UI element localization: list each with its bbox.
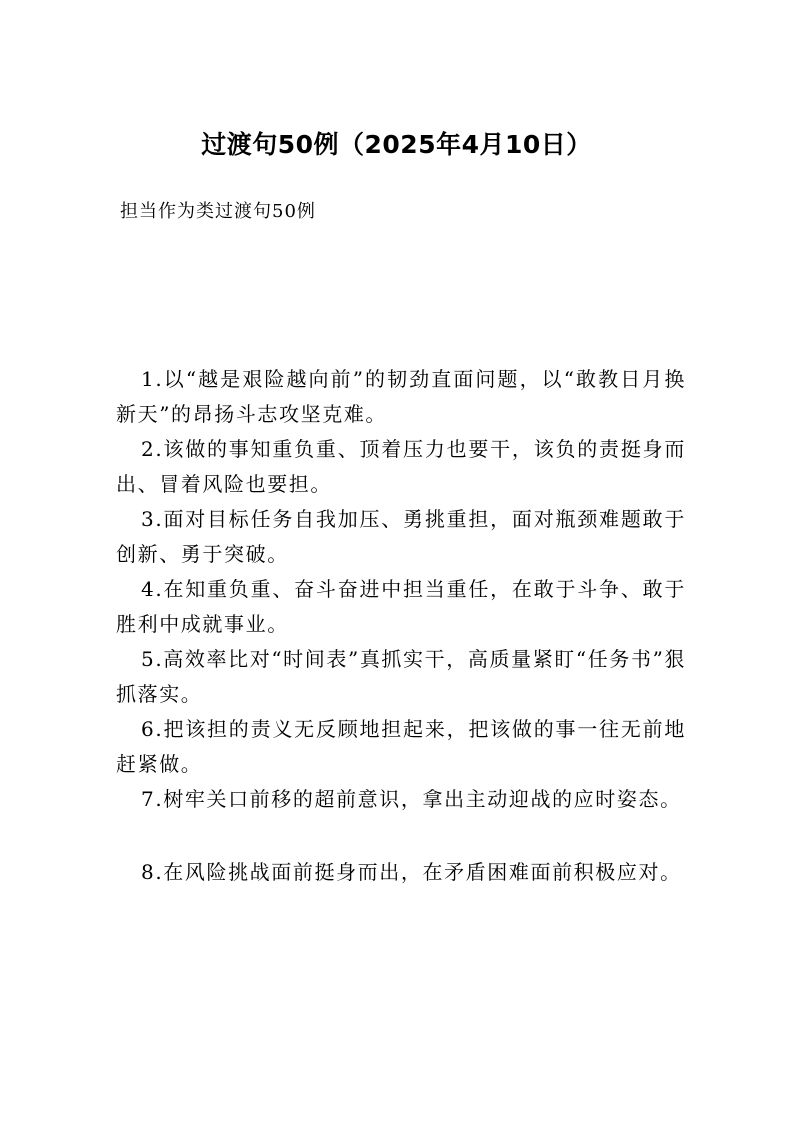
sentence-item-3: 3.面对目标任务自我加压、勇挑重担，面对瓶颈难题敢于创新、勇于突破。	[116, 507, 686, 566]
sentence-item-6: 6.把该担的责义无反顾地担起来，把该做的事一往无前地赶紧做。	[116, 717, 686, 776]
sentence-item-5: 5.高效率比对“时间表”真抓实干，高质量紧盯“任务书”狠抓落实。	[116, 647, 686, 706]
document-subtitle: 担当作为类过渡句50例	[120, 201, 316, 222]
sentence-item-7: 7.树牢关口前移的超前意识，拿出主动迎战的应时姿态。	[141, 787, 682, 811]
document-title: 过渡句50例（2025年4月10日）	[201, 130, 592, 159]
sentence-item-1: 1.以“越是艰险越向前”的韧劲直面问题，以“敢教日月换新天”的昂扬斗志攻坚克难。	[116, 367, 686, 426]
sentence-item-4: 4.在知重负重、奋斗奋进中担当重任，在敢于斗争、敢于胜利中成就事业。	[116, 577, 686, 636]
sentence-item-8: 8.在风险挑战面前挺身而出，在矛盾困难面前积极应对。	[141, 860, 682, 884]
sentence-list	[116, 362, 686, 890]
sentence-item-2: 2.该做的事知重负重、顶着压力也要干，该负的责挺身而出、冒着风险也要担。	[116, 437, 686, 496]
